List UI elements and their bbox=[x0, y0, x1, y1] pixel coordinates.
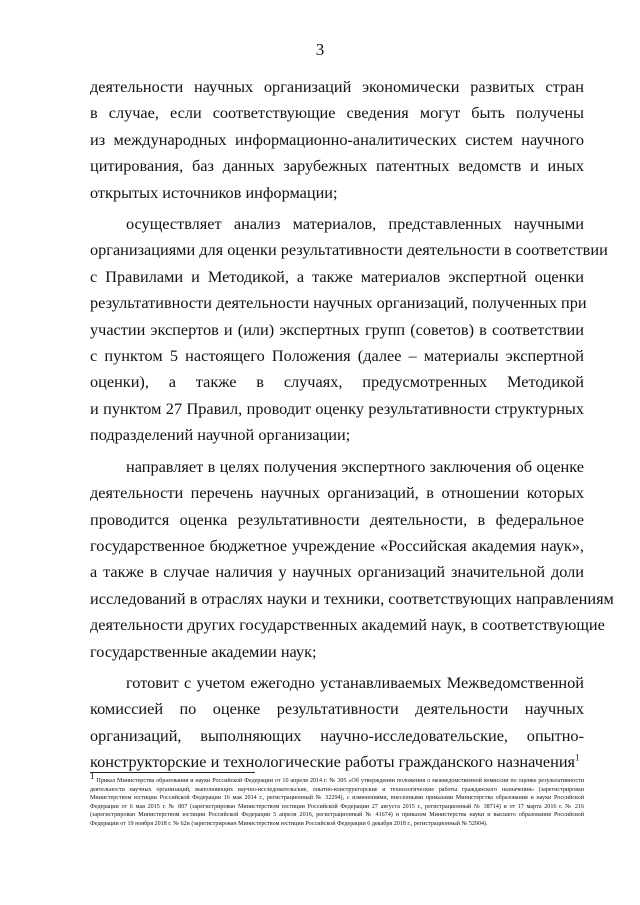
footnote-divider bbox=[90, 772, 255, 773]
text-line: и пунктом 27 Правил, проводит оценку результативности структурных bbox=[90, 398, 584, 418]
text-line: результативности деятельности научных организаций, полученных при bbox=[90, 293, 587, 313]
text-line: государственные академии наук; bbox=[90, 641, 317, 661]
text-line: из международных информационно-аналитических систем научного bbox=[90, 129, 584, 149]
paragraph bbox=[90, 454, 614, 665]
text-line: исследований в отраслях науки и техники, соответствующих направлениям bbox=[90, 588, 614, 608]
paragraph bbox=[90, 211, 608, 449]
text-line: проводится оценка результативности деятельности, в федеральное bbox=[90, 509, 584, 529]
text-line: готовит с учетом ежегодно устанавливаемых Межведомственной bbox=[126, 672, 584, 692]
text-line: подразделений научной организации; bbox=[90, 425, 351, 445]
text-line: с пунктом 5 настоящего Положения (далее – материалы экспертной bbox=[90, 346, 584, 366]
text-line: деятельности других государственных академий наук, в соответствующие bbox=[90, 615, 605, 635]
footnote bbox=[90, 771, 584, 829]
paragraph bbox=[90, 74, 584, 206]
text-line: открытых источников информации; bbox=[90, 182, 338, 202]
paragraph bbox=[90, 670, 584, 776]
text-line: с Правилами и Методикой, а также материалов экспертной оценки bbox=[90, 266, 584, 286]
text-line: участии экспертов и (или) экспертных групп (советов) в соответствии bbox=[90, 319, 584, 339]
text-line: а также в случае наличия у научных организаций значительной доли bbox=[90, 562, 584, 582]
text-line: направляет в целях получения экспертного заключения об оценке bbox=[126, 456, 584, 476]
text-line: организаций, выполняющих научно-исследовательские, опытно- bbox=[90, 725, 584, 745]
text-line: деятельности научных организаций экономически развитых стран bbox=[90, 77, 584, 96]
body-text bbox=[90, 74, 614, 781]
text-line: деятельности перечень научных организаций, в отношении которых bbox=[90, 483, 584, 503]
text-line: оценки), а также в случаях, предусмотренных Методикой bbox=[90, 372, 584, 392]
footnote-reference: 1 bbox=[575, 752, 580, 763]
footnote-marker: 1 bbox=[90, 771, 95, 781]
page-number: 3 bbox=[315, 40, 325, 59]
text-line: комиссией по оценке результативности деятельности научных bbox=[90, 699, 584, 719]
text-line: организациями для оценки результативности деятельности в соответствии bbox=[90, 240, 608, 260]
text-line: государственное бюджетное учреждение «Российская академия наук», bbox=[90, 535, 584, 555]
footnote-text: Приказ Министерства образования и науки Российской Федерации от 10 апреля 2014 г. № 305 «Об утверждении положения о межведомственной комиссии по оценке результативности деятельности научных организаций, выполняющих научно-исследовательские, опытно-конструкторские и технологические работы гражданского назначения» (зарегистрирован Министерством юстиции Российской Федерации 16 мая 2014 г., регистрационный № 32294), с изменениями, внесенными приказами Министерства образования и науки Российской Федерации от 6 мая 2015 г. № 807 (зарегистрирован Министерством юстиции Российской Федерации 27 августа 2015 г., регистрационный № 38714) и от 17 марта 2016 г. № 216 (зарегистрирован Министерством юстиции Российской Федерации 5 апреля 2016, регистрационный № 41674) и приказом Министерства науки и высшего образования Российской Федерации от 19 ноября 2018 г. № 62н (зарегистрирован Министерством юстиции Российской Федерации 6 декабря 2018 г., регистрационный № 52904). bbox=[90, 778, 584, 827]
text-line: осуществляет анализ материалов, представленных научными bbox=[126, 214, 584, 234]
text-line: в случае, если соответствующие сведения могут быть получены bbox=[90, 103, 584, 123]
text-line: конструкторские и технологические работы гражданского назначения$^1$ bbox=[90, 752, 580, 772]
text-line: цитирования, баз данных зарубежных патентных ведомств и иных bbox=[90, 156, 584, 176]
